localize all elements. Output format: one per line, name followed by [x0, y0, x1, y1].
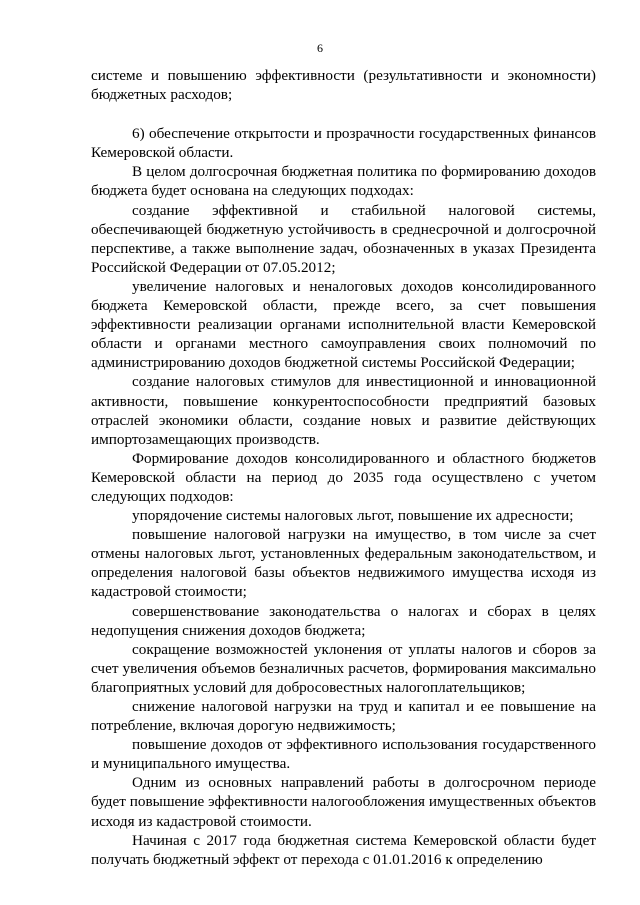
paragraph: системе и повышению эффективности (результативности и экономности) бюджетных расходов;	[91, 67, 596, 104]
paragraph: повышение доходов от эффективного использования государственного и муниципального имущества.	[91, 736, 596, 773]
paragraph: увеличение налоговых и неналоговых доходов консолидированного бюджета Кемеровской области, прежде всего, за счет повышения эффективности реализации органами исполнительной власти Кемеровской области и органами местного самоуправления своих полномочий по администрированию доходов бюджетной системы Российской Федерации;	[91, 277, 596, 372]
paragraph: Формирование доходов консолидированного и областного бюджетов Кемеровской области на период до 2035 года осуществлено с учетом следующих подходов:	[91, 449, 596, 505]
page-number: 6	[317, 41, 323, 55]
paragraph: Одним из основных направлений работы в долгосрочном периоде будет повышение эффективности налогообложения имущественных объектов исходя из кадастровой стоимости.	[91, 774, 596, 830]
paragraph: снижение налоговой нагрузки на труд и капитал и ее повышение на потребление, включая дорогую недвижимость;	[91, 698, 596, 735]
paragraph: 6) обеспечение открытости и прозрачности государственных финансов Кемеровской области.	[91, 125, 596, 162]
paragraph: сокращение возможностей уклонения от уплаты налогов и сборов за счет увеличения объемов безналичных расчетов, формирования максимально благоприятных условий для добросовестных налогоплательщиков;	[91, 640, 596, 696]
paragraph: Начиная с 2017 года бюджетная система Кемеровской области будет получать бюджетный эффект от перехода с 01.01.2016 к определению	[91, 831, 596, 868]
paragraph: совершенствование законодательства о налогах и сборах в целях недопущения снижения доходов бюджета;	[91, 602, 596, 639]
document-body	[91, 66, 596, 869]
paragraph: повышение налоговой нагрузки на имущество, в том числе за счет отмены налоговых льгот, установленных федеральным законодательством, и определения налоговой базы объектов недвижимого имущества исходя из кадастровой стоимости;	[91, 526, 596, 601]
paragraph: создание эффективной и стабильной налоговой системы, обеспечивающей бюджетную устойчивость в среднесрочной и долгосрочной перспективе, а также выполнение задач, обозначенных в указах Президента Российской Федерации от 07.05.2012;	[91, 201, 596, 276]
paragraph: упорядочение системы налоговых льгот, повышение их адресности;	[132, 507, 574, 525]
paragraph: В целом долгосрочная бюджетная политика по формированию доходов бюджета будет основана на следующих подходах:	[91, 163, 596, 200]
paragraph: создание налоговых стимулов для инвестиционной и инновационной активности, повышение конкурентоспособности предприятий базовых отраслей экономики области, создание новых и развитие действующих импортозамещающих производств.	[91, 373, 596, 448]
